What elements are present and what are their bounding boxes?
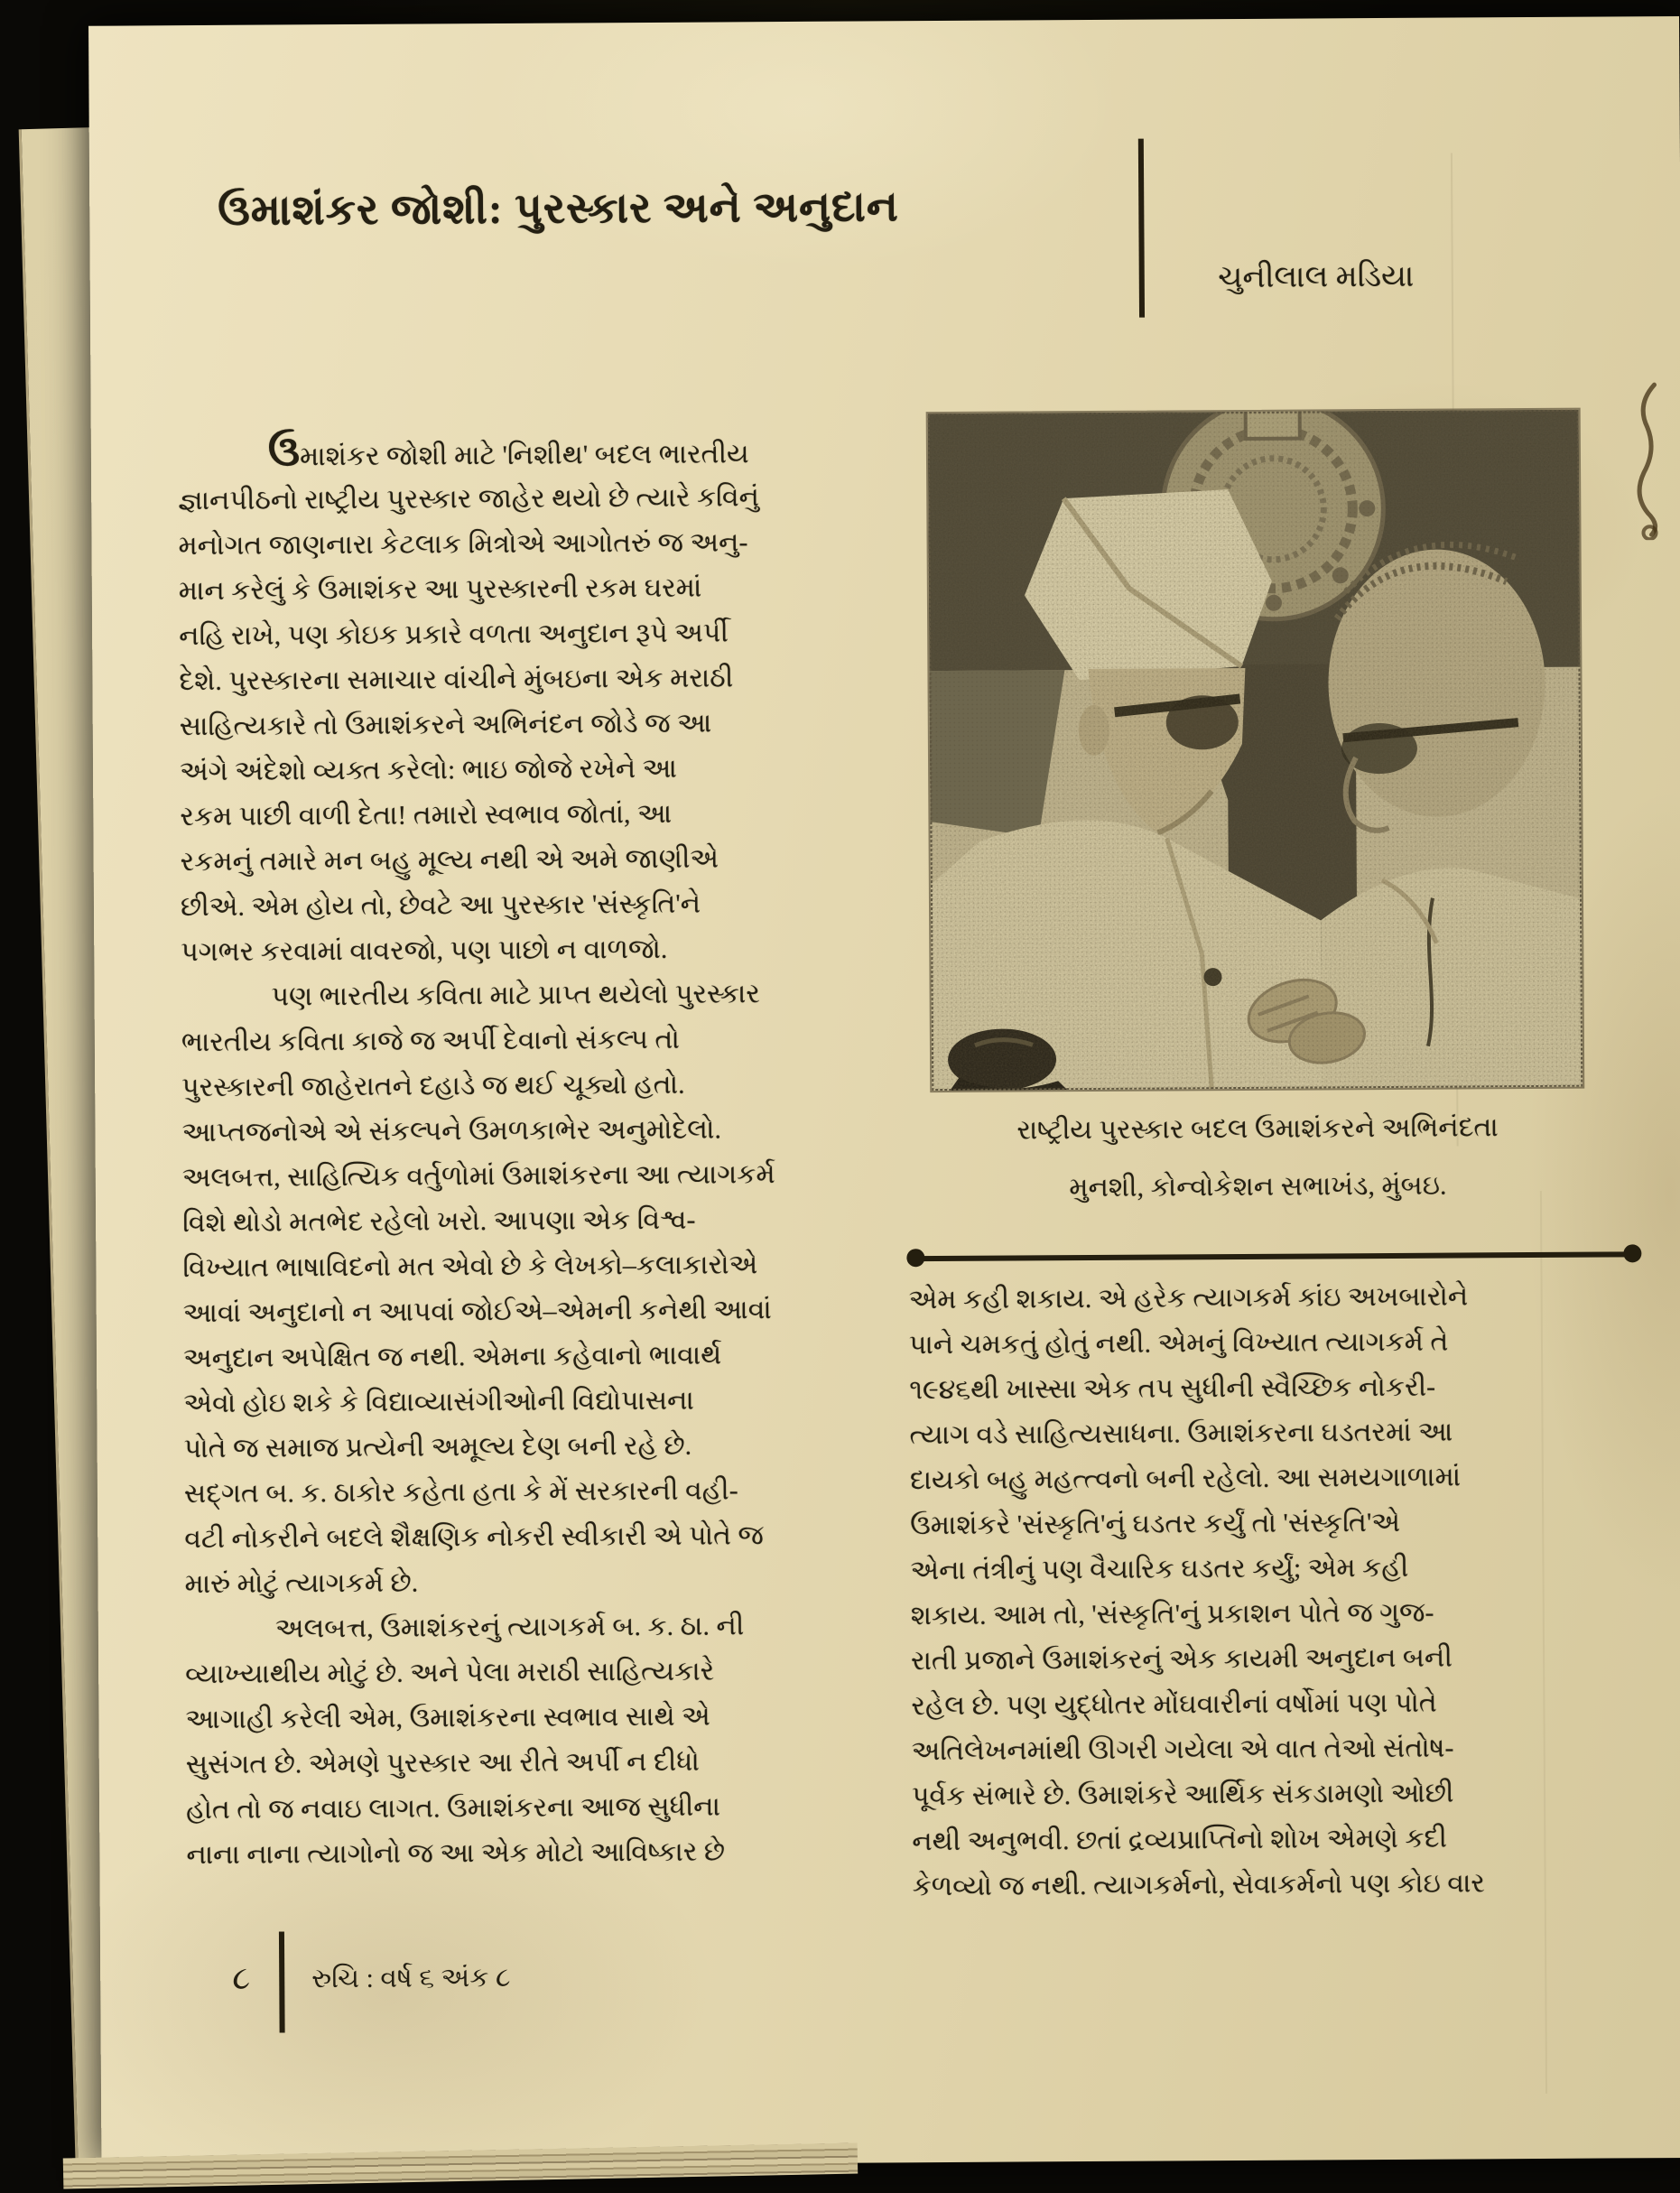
- text-line: વિખ્યાત ભાષાવિદનો મત એવો છે કે લેખકો–કલાકારોએ: [182, 1250, 758, 1284]
- photo-illustration: [928, 410, 1583, 1091]
- divider-end-dot: [906, 1249, 924, 1267]
- text-line: સદ્ગત બ. ક. ઠાકોર કહેતા હતા કે મેં સરકારની વહી-: [183, 1475, 738, 1510]
- author-byline: ચુનીલાલ મડિયા: [1218, 259, 1415, 295]
- text-line: દેશે. પુરસ્કારના સમાચાર વાંચીને મુંબઇના એક મરાઠી: [179, 663, 734, 697]
- caption-line: મુનશી, કોન્વોકેશન સભાખંડ, મુંબઇ.: [1069, 1170, 1447, 1203]
- footer-divider: [279, 1931, 285, 2032]
- section-divider-rule: [913, 1251, 1635, 1261]
- text-line: આવાં અનુદાનો ન આપવાં જોઈએ–એમની કનેથી આવાં: [182, 1295, 772, 1329]
- text-line: આગાહી કરેલી એમ, ઉમાશંકરના સ્વભાવ સાથે એ: [185, 1701, 710, 1735]
- photo-figure: [928, 410, 1583, 1091]
- text-line: અલબત્ત, સાહિત્યિક વર્તુળોમાં ઉમાશંકરના આ ત્યાગકર્મ: [181, 1159, 775, 1194]
- journal-issue-info: રુચિ : વર્ષ ૬ અંક ૮: [311, 1962, 511, 1994]
- text-line: પોતે જ સમાજ પ્રત્યેની અમૂલ્ય દેણ બની રહે છે.: [183, 1430, 692, 1464]
- text-line: નથી અનુભવી. છતાં દ્રવ્યપ્રાપ્તિનો શોખ એમણે કદી: [912, 1823, 1448, 1857]
- photo-caption: [923, 1099, 1592, 1219]
- right-text-column: [909, 1273, 1644, 1910]
- text-line: સુસંગત છે. એમણે પુરસ્કાર આ રીતે અર્પી ન દીધો: [185, 1746, 700, 1780]
- text-line: ઉમાશંકરે 'સંસ્કૃતિ'નું ઘડતર કર્યું તો 'સંસ્કૃતિ'એ: [910, 1507, 1401, 1541]
- text-line: ૧૯૪૬થી ખાસ્સા એક તપ સુધીની સ્વૈચ્છિક નોકરી-: [909, 1371, 1436, 1406]
- text-line: પુરસ્કારની જાહેરાતને દહાડે જ થઈ ચૂક્યો હતો.: [181, 1069, 685, 1103]
- text-line: અનુદાન અપેક્ષિત જ નથી. એમના કહેવાનો ભાવાર્થ: [182, 1340, 722, 1374]
- text-line: એવો હોઇ શકે કે વિદ્યાવ્યાસંગીઓની વિદ્યોપાસના: [183, 1385, 694, 1419]
- page-number: ૮: [232, 1959, 251, 1996]
- text-line: અંગે અંદેશો વ્યક્ત કરેલો: ભાઇ જોજે રખેને આ: [179, 753, 677, 787]
- text-line: સાહિત્યકારે તો ઉમાશંકરને અભિનંદન જોડે જ આ: [179, 708, 712, 742]
- text-line: પૂર્વક સંભારે છે. ઉમાશંકરે આર્થિક સંકડામણો ઓછી: [911, 1778, 1454, 1812]
- text-line: વિશે થોડો મતભેદ રહેલો ખરો. આપણા એક વિશ્વ-: [182, 1204, 696, 1239]
- text-line: રહેલ છે. પણ યુદ્ધોતર મોંઘવારીનાં વર્ષોમાં પણ પોતે: [911, 1687, 1437, 1722]
- text-line: વ્યાખ્યાથીય મોટું છે. અને પેલા મરાઠી સાહિત્યકારે: [185, 1656, 715, 1690]
- left-text-column: [178, 423, 900, 1878]
- article-title: ઉમાશંકર જોશી: પુરસ્કાર અને અનુદાન: [218, 183, 899, 236]
- text-line: માન કરેલું કે ઉમાશંકર આ પુરસ્કારની રકમ ઘરમાં: [178, 572, 702, 607]
- text-line: પાને ચમકતું હોતું નથી. એમનું વિખ્યાત ત્યાગકર્મ તે: [908, 1326, 1449, 1361]
- text-line: નાના નાના ત્યાગોનો જ આ એક મોટો આવિષ્કાર છે: [186, 1836, 726, 1871]
- text-line: જ્ઞાનપીઠનો રાષ્ટ્રીય પુરસ્કાર જાહેર થયો છે ત્યારે કવિનું: [178, 482, 760, 516]
- text-line: પગભર કરવામાં વાવરજો, પણ પાછો ન વાળજો.: [181, 934, 668, 968]
- text-line: દાયકો બહુ મહત્ત્વનો બની રહેલો. આ સમયગાળામાં: [909, 1462, 1462, 1496]
- text-line: હોત તો જ નવાઇ લાગત. ઉમાશંકરના આજ સુધીના: [186, 1791, 721, 1826]
- text-line: કેળવ્યો જ નથી. ત્યાગકર્મનો, સેવાકર્મનો પણ કોઇ વાર: [912, 1868, 1485, 1902]
- text-line: ઉમાશંકર જોશી માટે 'નિશીથ' બદલ ભારતીય: [267, 429, 749, 476]
- text-line: એમ કહી શકાય. એ હરેક ત્યાગકર્મ કાંઇ અખબારોને: [908, 1281, 1469, 1315]
- text-line: વટી નોકરીને બદલે શૈક્ષણિક નોકરી સ્વીકારી એ પોતે જ: [184, 1520, 764, 1555]
- text-line: રાતી પ્રજાને ઉમાશંકરનું એક કાયમી અનુદાન બની: [911, 1642, 1453, 1677]
- grain-overlay: [928, 410, 1583, 1091]
- magazine-page: [88, 16, 1680, 2168]
- text-line: પણ ભારતીય કવિતા માટે પ્રાપ્ત થયેલો પુરસ્કાર: [271, 979, 760, 1012]
- text-line: રકમ પાછી વાળી દેતા! તમારો સ્વભાવ જોતાં, આ: [180, 798, 673, 832]
- ink-stain: [1620, 377, 1675, 540]
- text-line: શકાય. આમ તો, 'સંસ્કૃતિ'નું પ્રકાશન પોતે જ ગુજ-: [910, 1597, 1434, 1631]
- text-line: રકમનું તમારે મન બહુ મૂલ્ય નથી એ અમે જાણીએ: [180, 843, 719, 878]
- divider-end-dot: [1623, 1244, 1641, 1262]
- text-line: મનોગત જાણનારા કેટલાક મિત્રોએ આગોતરું જ અનુ-: [178, 527, 748, 562]
- text-line: અતિલેખનમાંથી ઊગરી ગયેલા એ વાત તેઓ સંતોષ-: [911, 1733, 1454, 1767]
- text-line: ત્યાગ વડે સાહિત્યસાધના. ઉમાશંકરના ઘડતરમાં આ: [909, 1417, 1453, 1451]
- text-line: નહિ રાખે, પણ કોઇક પ્રકારે વળતા અનુદાન રૂપે અર્પી: [179, 618, 729, 652]
- text-line: એના તંત્રીનું પણ વૈચારિક ઘડતર કર્યું; એમ કહી: [910, 1552, 1409, 1586]
- text-line: છીએ. એમ હોય તો, છેવટે આ પુરસ્કાર 'સંસ્કૃતિ'ને: [180, 888, 701, 923]
- text-line: મારું મોટું ત્યાગકર્મ છે.: [184, 1567, 419, 1600]
- text-line: ભારતીય કવિતા કાજે જ અર્પી દેવાનો સંકલ્પ તો: [181, 1024, 680, 1058]
- title-byline-divider: [1138, 139, 1145, 318]
- text-line: આપ્તજનોએ એ સંકલ્પને ઉમળકાભેર અનુમોદેલો.: [181, 1114, 722, 1148]
- text-line: અલબત્ત, ઉમાશંકરનું ત્યાગકર્મ બ. ક. ઠા. ની: [274, 1611, 745, 1644]
- caption-line: રાષ્ટ્રીય પુરસ્કાર બદલ ઉમાશંકરને અભિનંદતા: [1016, 1112, 1499, 1146]
